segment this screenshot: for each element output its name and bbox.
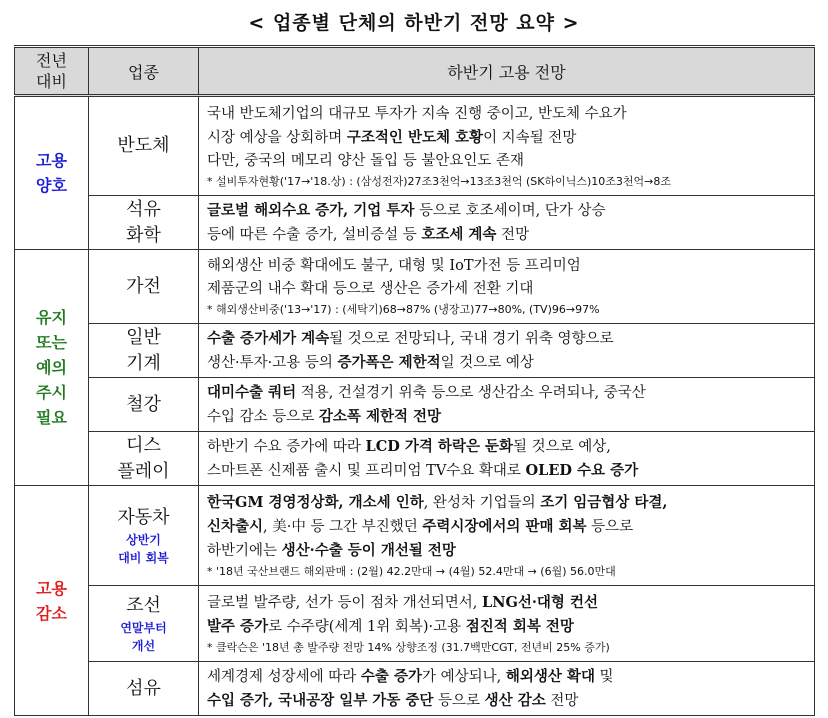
table-row bbox=[15, 662, 815, 716]
outlook-appliances bbox=[199, 250, 815, 324]
outlook-steel bbox=[199, 378, 815, 432]
outlook-machinery bbox=[199, 324, 815, 378]
text-segment: 글로벌 발주량, 선가 등이 점차 개선되면서, bbox=[207, 595, 482, 611]
table-header-row bbox=[15, 47, 815, 96]
text-segment bbox=[207, 615, 808, 639]
text-segment: 구조적인 반도체 호황 bbox=[346, 128, 484, 146]
text-segment: 필요 bbox=[36, 408, 67, 427]
text-segment: 등으로 bbox=[433, 692, 485, 709]
text-segment bbox=[207, 591, 808, 615]
footnote: * '18년 국산브랜드 해외판매 : (2월) 42.2만대 → (4월) 52.4만대 → (6월) 56.0만대 bbox=[207, 565, 616, 578]
text-segment: 개선 bbox=[131, 638, 156, 653]
text-segment: 증가폭은 제한적 bbox=[337, 353, 441, 371]
text-segment: 발주 증가 bbox=[207, 618, 269, 635]
text-segment: 감소폭 제한적 전망 bbox=[318, 407, 442, 425]
text-segment bbox=[207, 381, 808, 405]
table-row bbox=[15, 250, 815, 324]
text-segment: 일 것으로 예상 bbox=[440, 354, 534, 371]
text-segment: 기계 bbox=[126, 352, 161, 374]
text-segment: , 완성차 기업들의 bbox=[423, 495, 541, 511]
header-prev-year: 전년 대비 bbox=[15, 47, 89, 96]
text-segment: 생산·수출 등이 개선될 전망 bbox=[281, 542, 456, 559]
text-segment: 로 수주량(세계 1위 회복)·고용 bbox=[268, 619, 466, 635]
text-segment: 하반기 수요 증가에 따라 bbox=[207, 438, 366, 455]
text-segment: 적용, 건설경기 위축 등으로 생산감소 우려되나, 중국산 bbox=[296, 384, 646, 401]
text-segment: 될 것으로 예상, bbox=[513, 438, 611, 455]
text-segment bbox=[207, 539, 808, 563]
text-segment: 생산·투자·고용 등의 bbox=[207, 354, 338, 371]
text-segment: OLED 수요 증가 bbox=[525, 461, 639, 479]
industry-automobile bbox=[89, 486, 199, 586]
text-segment: 점진적 회복 전망 bbox=[465, 618, 574, 635]
text-segment: 주력시장에서의 판매 회복 bbox=[422, 518, 587, 535]
text-segment: 해외생산 확대 bbox=[505, 667, 595, 685]
industry-textiles: 섬유 bbox=[89, 662, 199, 716]
text-segment: 해외생산 비중 확대에도 불구, 대형 및 IoT가전 등 프리미엄 bbox=[207, 258, 581, 274]
text-segment: 수입 감소 등으로 bbox=[207, 408, 319, 425]
text-segment: 생산 감소 bbox=[484, 691, 546, 709]
text-segment: 상반기 bbox=[126, 532, 161, 547]
text-segment: 연말부터 bbox=[120, 620, 167, 635]
text-segment: 가 예상되나, bbox=[421, 668, 506, 685]
text-segment: 고용 bbox=[36, 578, 67, 598]
text-segment bbox=[207, 351, 808, 375]
text-segment: LNG선·대형 컨선 bbox=[482, 594, 598, 611]
text-segment bbox=[207, 491, 808, 515]
text-segment: 자동차 bbox=[117, 506, 170, 528]
text-segment: 주시 bbox=[36, 383, 67, 402]
table-row bbox=[15, 586, 815, 662]
text-segment bbox=[207, 689, 808, 713]
table-row bbox=[15, 196, 815, 250]
text-segment: 등에 따른 수출 증가, 설비증설 등 bbox=[207, 226, 422, 243]
industry-display bbox=[89, 432, 199, 486]
text-segment: 플레이 bbox=[117, 460, 170, 482]
table-row bbox=[15, 324, 815, 378]
footnote: * 클락슨은 '18년 총 발주량 전망 14% 상향조정 (31.7백만CGT, 전년비 25% 증가) bbox=[207, 641, 610, 654]
text-segment: 및 bbox=[594, 668, 614, 685]
text-segment: 예의 bbox=[36, 358, 67, 377]
outlook-textiles bbox=[199, 662, 815, 716]
text-segment: 신차출시 bbox=[207, 518, 264, 535]
table-row bbox=[15, 96, 815, 196]
industry-petrochemical bbox=[89, 196, 199, 250]
text-segment: 조선 bbox=[126, 594, 161, 616]
text-segment: 될 것으로 전망되나, 국내 경기 위축 영향으로 bbox=[329, 330, 614, 347]
text-segment bbox=[207, 665, 808, 689]
text-segment: 전망 bbox=[545, 692, 579, 709]
text-segment bbox=[207, 515, 808, 539]
text-segment: , 美·中 등 그간 부진했던 bbox=[263, 519, 423, 535]
text-segment bbox=[207, 459, 808, 483]
outlook-automobile bbox=[199, 486, 815, 586]
text-segment: 제품군의 내수 확대 등으로 생산은 증가세 전환 기대 bbox=[207, 281, 534, 297]
text-segment: 호조세 계속 bbox=[421, 225, 497, 243]
text-segment: 수출 증가 bbox=[360, 667, 422, 685]
text-segment: 이 지속될 전망 bbox=[483, 129, 577, 146]
outlook-display bbox=[199, 432, 815, 486]
industry-shipbuilding bbox=[89, 586, 199, 662]
footnote: * 해외생산비중('13→'17) : (세탁기)68→87% (냉장고)77→80%, (TV)96→97% bbox=[207, 303, 600, 316]
outlook-table bbox=[14, 45, 815, 716]
text-segment: 글로벌 해외수요 증가, 기업 투자 bbox=[207, 201, 415, 219]
header-industry: 업종 bbox=[89, 47, 199, 96]
industry-machinery bbox=[89, 324, 199, 378]
text-segment: 하반기에는 bbox=[207, 543, 282, 559]
text-segment: 대비 회복 bbox=[118, 550, 169, 565]
text-segment bbox=[207, 435, 808, 459]
text-segment: 석유 bbox=[126, 198, 161, 220]
text-segment bbox=[207, 327, 808, 351]
outlook-petrochemical bbox=[199, 196, 815, 250]
table-row bbox=[15, 432, 815, 486]
text-segment: 등으로 bbox=[586, 519, 634, 535]
text-segment: 수입 증가, 국내공장 일부 가동 중단 bbox=[207, 691, 434, 709]
text-segment: LCD 가격 하락은 둔화 bbox=[365, 437, 514, 455]
text-segment: 한국GM 경영정상화, 개소세 인하 bbox=[207, 494, 424, 511]
text-segment: 수출 증가세가 계속 bbox=[207, 329, 330, 347]
text-segment: 디스 bbox=[126, 434, 161, 456]
text-segment: 감소 bbox=[36, 603, 67, 623]
text-segment: 유지 bbox=[36, 308, 67, 327]
footnote: * 설비투자현황('17→'18.상) : (삼성전자)27조3천억→13조3천억 (SK하이닉스)10조3천억→8조 bbox=[207, 174, 671, 188]
table-row bbox=[15, 378, 815, 432]
text-segment bbox=[207, 126, 808, 150]
text-segment bbox=[207, 405, 808, 429]
text-segment: 조기 임금협상 타결, bbox=[540, 494, 668, 511]
header-outlook: 하반기 고용 전망 bbox=[199, 47, 815, 96]
outlook-shipbuilding bbox=[199, 586, 815, 662]
text-segment: 시장 예상을 상회하며 bbox=[207, 129, 347, 146]
text-segment: 전망 bbox=[496, 226, 530, 243]
text-segment bbox=[207, 199, 808, 223]
industry-appliances: 가전 bbox=[89, 250, 199, 324]
industry-steel: 철강 bbox=[89, 378, 199, 432]
text-segment: 스마트폰 신제품 출시 및 프리미엄 TV수요 확대로 bbox=[207, 462, 526, 479]
group-employment-decline bbox=[15, 486, 89, 716]
text-segment bbox=[207, 223, 808, 247]
page-title: < 업종별 단체의 하반기 전망 요약 > bbox=[248, 12, 580, 34]
text-segment: 화학 bbox=[126, 224, 161, 246]
text-segment: 대미수출 쿼터 bbox=[207, 383, 297, 401]
industry-semiconductor: 반도체 bbox=[89, 96, 199, 196]
group-watch-needed bbox=[15, 250, 89, 486]
outlook-semiconductor: 국내 반도체기업의 대규모 투자가 지속 진행 중이고, 반도체 수요가 시장 예상을 상회하며 구조적인 반도체 호황이 지속될 전망 다만, 중국의 메모리 양산 돌입 등 불안요인도 존재 * 설비투자현황('17→'18.상) : (삼성전자)27조3천억→13조3천억 (SK하이닉스)10조3천억→8조 bbox=[199, 96, 815, 196]
text-segment: 등으로 호조세이며, 단가 상승 bbox=[414, 202, 606, 219]
text-segment: 세계경제 성장세에 따라 bbox=[207, 668, 361, 685]
text-segment: 일반 bbox=[126, 326, 161, 348]
group-employment-good: 고용 양호 bbox=[15, 96, 89, 250]
text-segment: 또는 bbox=[36, 333, 67, 352]
table-row bbox=[15, 486, 815, 586]
